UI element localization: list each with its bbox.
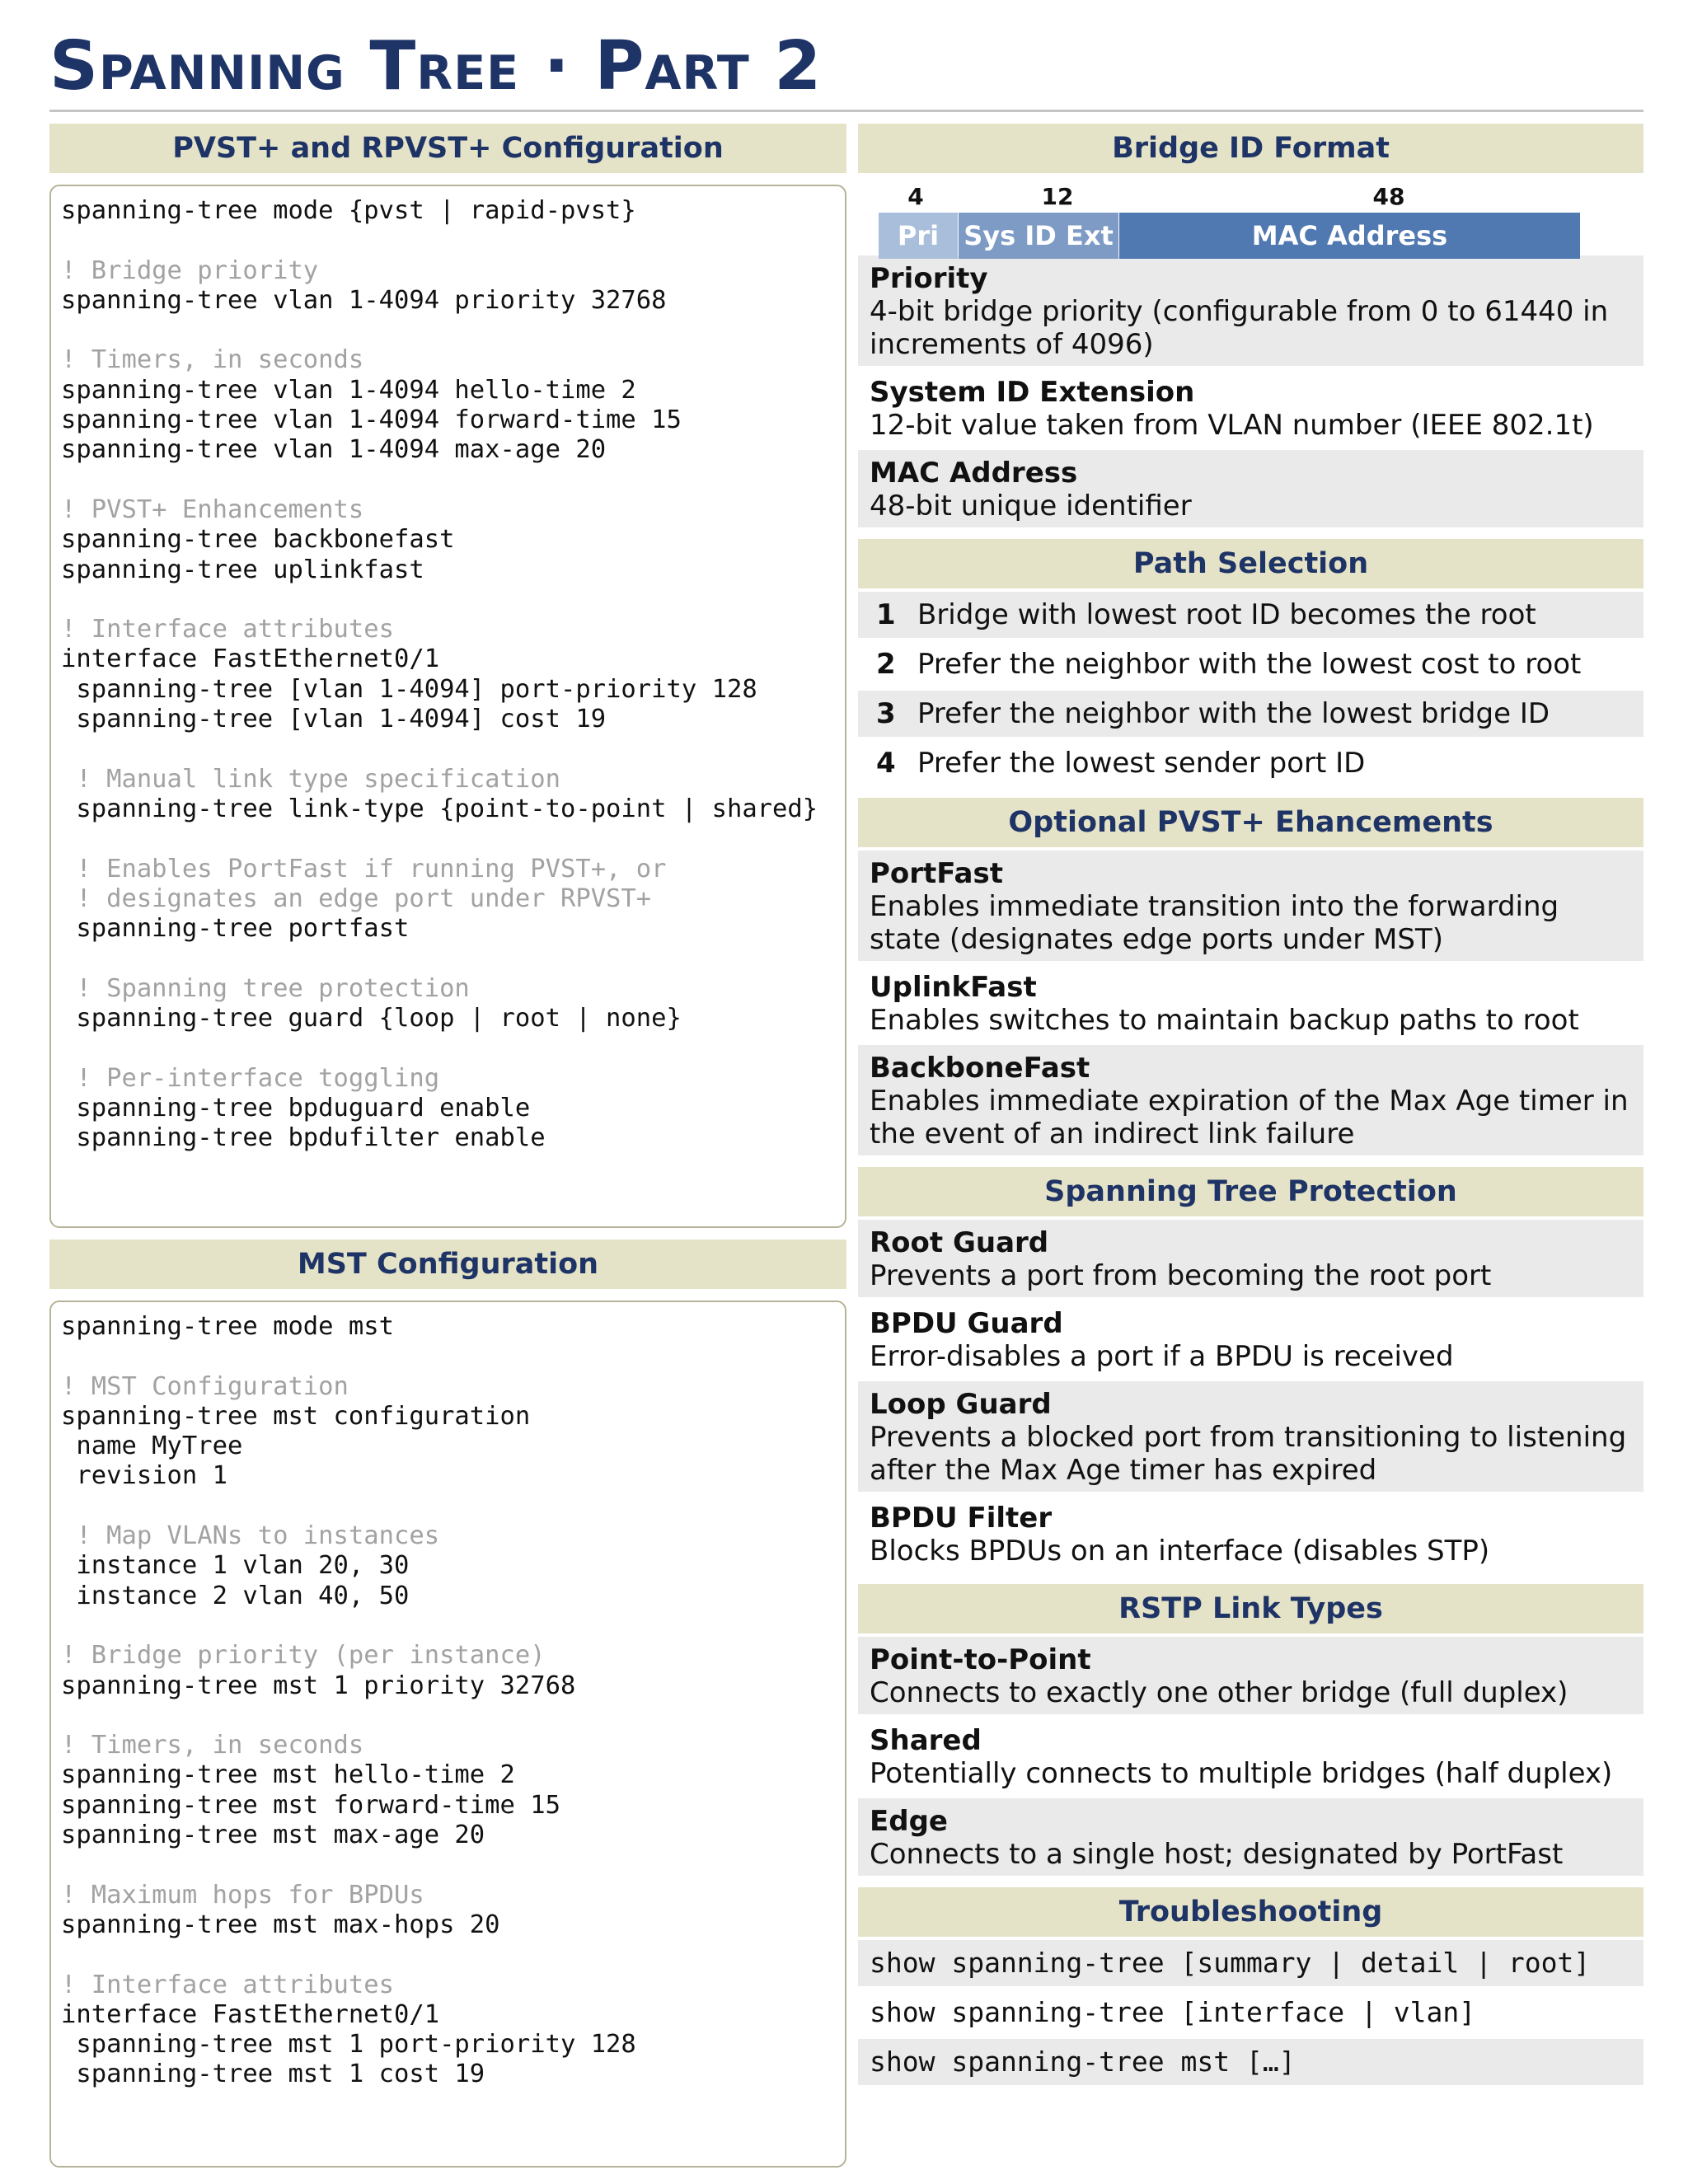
step-text: Bridge with lowest root ID becomes the root — [917, 598, 1536, 631]
enhancement-item — [858, 1045, 1643, 1155]
code-comment-line: ! designates an edge port under RPVST+ — [61, 883, 652, 913]
code-line — [61, 1940, 835, 1970]
code-line — [61, 824, 835, 854]
code-line: spanning-tree portfast — [61, 914, 410, 944]
link-type-description: Connects to a single host; designated by PortFast — [870, 1838, 1564, 1871]
title-rule — [49, 110, 1643, 112]
troubleshooting-command: show spanning-tree [summary | detail | root] — [858, 1940, 1643, 1986]
page-title: Spanning Tree · Part 2 — [49, 27, 823, 105]
code-comment-line: ! PVST+ Enhancements — [61, 494, 364, 524]
protection-description: Blocks BPDUs on an interface (disables STP) — [870, 1535, 1490, 1568]
code-comment-line: ! Interface attributes — [61, 615, 394, 644]
path-step — [858, 641, 1643, 687]
code-line: spanning-tree uplinkfast — [61, 555, 424, 584]
path-step — [858, 691, 1643, 737]
code-comment-line: ! Map VLANs to instances — [61, 1521, 440, 1551]
link-type-description: Potentially connects to multiple bridges (half duplex) — [870, 1757, 1613, 1790]
code-line — [61, 1033, 835, 1063]
bridge-id-def-item — [858, 450, 1643, 527]
code-line: revision 1 — [61, 1461, 227, 1491]
code-comment-line: ! Spanning tree protection — [61, 973, 470, 1003]
protection-definitions — [858, 1220, 1643, 1572]
enhancement-description: Enables immediate expiration of the Max Age timer in the event of an indirect link failure — [870, 1085, 1629, 1151]
code-comment-line: ! Maximum hops for BPDUs — [61, 1880, 424, 1910]
code-line: spanning-tree [vlan 1-4094] port-priority 128 — [61, 674, 757, 704]
code-line — [61, 226, 835, 255]
code-line — [61, 316, 835, 345]
code-line: spanning-tree bpdufilter enable — [61, 1123, 546, 1153]
link-type-term: Point-to-Point — [870, 1643, 1091, 1676]
troubleshooting-command: show spanning-tree [interface | vlan] — [858, 1990, 1643, 2036]
code-comment-line: ! Timers, in seconds — [61, 345, 364, 375]
bridge-id-diagram — [858, 124, 1643, 251]
code-line: spanning-tree mst configuration — [61, 1401, 531, 1431]
bits-sys-id-ext: 12 — [1041, 183, 1074, 210]
code-line: spanning-tree mst forward-time 15 — [61, 1790, 560, 1820]
field-pri: Pri — [879, 213, 958, 259]
troubleshooting-header: Troubleshooting — [858, 1887, 1643, 1937]
protection-item — [858, 1220, 1643, 1297]
bridge-id-header: Bridge ID Format — [858, 124, 1643, 173]
enhancement-description: Enables switches to maintain backup paths to root — [870, 1004, 1579, 1037]
left-column — [49, 124, 846, 2168]
path-header: Path Selection — [858, 539, 1643, 588]
troubleshooting-command: show spanning-tree mst […] — [858, 2039, 1643, 2085]
code-line — [61, 1850, 835, 1880]
step-text: Prefer the neighbor with the lowest bridge ID — [917, 697, 1550, 730]
code-line: interface FastEthernet0/1 — [61, 644, 440, 674]
field-mac-address: MAC Address — [1119, 213, 1580, 259]
step-text: Prefer the lowest sender port ID — [917, 747, 1366, 780]
code-line: spanning-tree mode mst — [61, 1312, 394, 1341]
step-text: Prefer the neighbor with the lowest cost to root — [917, 648, 1582, 681]
code-line: spanning-tree mst max-age 20 — [61, 1821, 485, 1850]
link-type-item — [858, 1798, 1643, 1876]
code-line — [61, 585, 835, 615]
code-line: spanning-tree link-type {point-to-point | shared} — [61, 794, 818, 823]
bridge-id-def-item — [858, 255, 1643, 366]
rstp-header: RSTP Link Types — [858, 1584, 1643, 1633]
mst-header: MST Configuration — [49, 1240, 846, 1289]
pvst-header: PVST+ and RPVST+ Configuration — [49, 124, 846, 173]
path-step — [858, 592, 1643, 638]
code-line: spanning-tree [vlan 1-4094] cost 19 — [61, 705, 607, 734]
protection-term: BPDU Guard — [870, 1307, 1063, 1340]
link-type-item — [858, 1637, 1643, 1714]
code-line: spanning-tree bpduguard enable — [61, 1093, 531, 1122]
code-comment-line: ! Bridge priority — [61, 255, 319, 285]
troubleshooting-commands — [858, 1940, 1643, 2085]
link-type-term: Edge — [870, 1805, 948, 1838]
protection-description: Prevents a blocked port from transitioning to listening after the Max Age timer has expired — [870, 1421, 1627, 1487]
code-line: name MyTree — [61, 1432, 243, 1461]
enhancement-term: BackboneFast — [870, 1052, 1090, 1085]
code-comment-line: ! Timers, in seconds — [61, 1731, 364, 1760]
bridge-id-def-item — [858, 369, 1643, 447]
step-number: 4 — [876, 747, 896, 780]
bridge-id-def-term: MAC Address — [870, 457, 1078, 490]
protection-header: Spanning Tree Protection — [858, 1167, 1643, 1216]
code-comment-line: ! MST Configuration — [61, 1371, 349, 1401]
link-type-item — [858, 1718, 1643, 1795]
field-sys-id-ext: Sys ID Ext — [959, 213, 1118, 259]
code-line — [61, 944, 835, 973]
code-line: spanning-tree mst 1 cost 19 — [61, 2060, 485, 2089]
rstp-definitions — [858, 1637, 1643, 1876]
enhancement-term: PortFast — [870, 857, 1003, 890]
code-line — [61, 466, 835, 495]
bits-priority: 4 — [907, 183, 924, 210]
path-steps — [858, 592, 1643, 786]
path-step — [858, 740, 1643, 786]
code-line — [61, 1342, 835, 1371]
code-line: instance 2 vlan 40, 50 — [61, 1581, 410, 1610]
code-line: spanning-tree mode {pvst | rapid-pvst} — [61, 196, 636, 225]
bits-mac: 48 — [1372, 183, 1405, 210]
enhancement-item — [858, 964, 1643, 1042]
code-comment-line: ! Bridge priority (per instance) — [61, 1641, 546, 1671]
protection-term: Loop Guard — [870, 1388, 1052, 1421]
code-line: spanning-tree vlan 1-4094 priority 32768 — [61, 285, 667, 315]
bridge-id-def-description: 48-bit unique identifier — [870, 490, 1192, 523]
code-line: spanning-tree backbonefast — [61, 525, 455, 555]
step-number: 1 — [876, 598, 896, 631]
code-line: spanning-tree vlan 1-4094 forward-time 15 — [61, 405, 682, 435]
code-line: spanning-tree mst 1 priority 32768 — [61, 1671, 576, 1700]
code-line — [61, 1701, 835, 1731]
enhancement-term: UplinkFast — [870, 971, 1037, 1004]
bridge-id-def-description: 4-bit bridge priority (configurable from 0 to 61440 in increments of 4096) — [870, 295, 1609, 361]
protection-item — [858, 1495, 1643, 1572]
protection-term: BPDU Filter — [870, 1502, 1053, 1535]
code-line — [61, 1611, 835, 1641]
code-line: spanning-tree guard {loop | root | none} — [61, 1004, 682, 1033]
code-line — [61, 1492, 835, 1521]
enhancement-item — [858, 851, 1643, 961]
bridge-id-def-term: System ID Extension — [870, 376, 1195, 409]
bridge-id-def-description: 12-bit value taken from VLAN number (IEEE 802.1t) — [870, 409, 1594, 442]
code-comment-line: ! Enables PortFast if running PVST+, or — [61, 854, 667, 883]
mst-code-block — [49, 1301, 846, 2168]
link-type-term: Shared — [870, 1724, 982, 1757]
protection-term: Root Guard — [870, 1226, 1049, 1259]
optional-definitions — [858, 851, 1643, 1155]
protection-item — [858, 1301, 1643, 1378]
protection-description: Error-disables a port if a BPDU is received — [870, 1340, 1454, 1373]
code-line: instance 1 vlan 20, 30 — [61, 1551, 410, 1581]
protection-description: Prevents a port from becoming the root port — [870, 1259, 1492, 1292]
code-line: spanning-tree vlan 1-4094 hello-time 2 — [61, 375, 636, 405]
code-line: spanning-tree mst max-hops 20 — [61, 1910, 500, 1939]
pvst-code-block — [49, 185, 846, 1228]
code-line: spanning-tree mst hello-time 2 — [61, 1760, 515, 1790]
code-line — [61, 734, 835, 764]
right-column — [858, 124, 1643, 2085]
optional-header: Optional PVST+ Ehancements — [858, 798, 1643, 847]
code-comment-line: ! Per-interface toggling — [61, 1063, 440, 1093]
step-number: 2 — [876, 648, 896, 681]
code-comment-line: ! Interface attributes — [61, 1970, 394, 1999]
protection-item — [858, 1381, 1643, 1492]
bridge-id-definitions — [858, 255, 1643, 527]
code-line: interface FastEthernet0/1 — [61, 1999, 440, 2029]
bridge-id-def-term: Priority — [870, 262, 988, 295]
code-line: spanning-tree mst 1 port-priority 128 — [61, 2030, 636, 2060]
link-type-description: Connects to exactly one other bridge (full duplex) — [870, 1676, 1568, 1709]
enhancement-description: Enables immediate transition into the forwarding state (designates edge ports under MST) — [870, 890, 1559, 956]
code-comment-line: ! Manual link type specification — [61, 764, 560, 794]
code-line: spanning-tree vlan 1-4094 max-age 20 — [61, 435, 607, 465]
step-number: 3 — [876, 697, 896, 730]
